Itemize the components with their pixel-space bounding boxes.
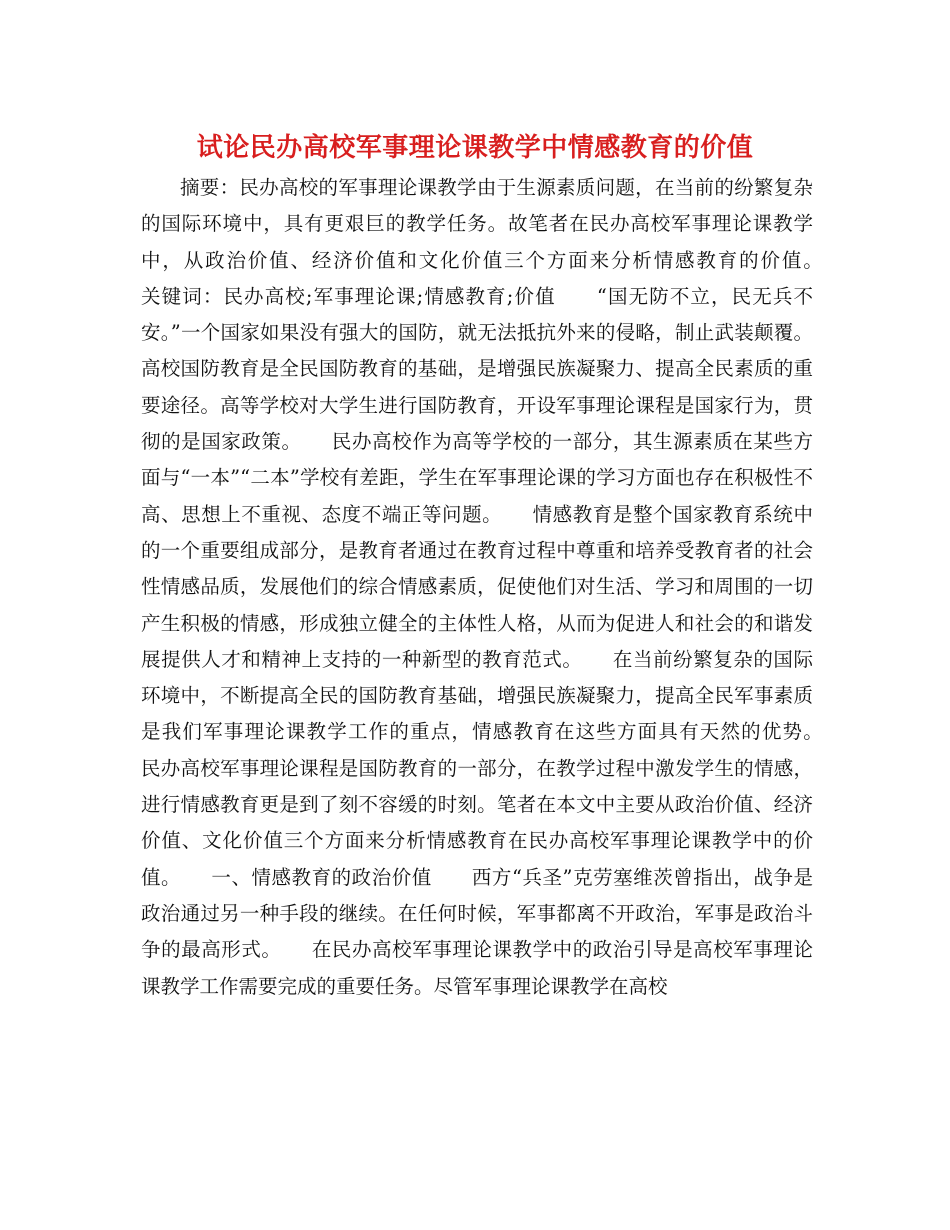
document-title: 试论民办高校军事理论课教学中情感教育的价值	[196, 133, 754, 163]
document-body: 摘要：民办高校的军事理论课教学由于生源素质问题，在当前的纷繁复杂的国际环境中，具有更艰巨的教学任务。故笔者在民办高校军事理论课教学中，从政治价值、经济价值和文化价值三个方面来分析情感教育的价值。 关键词：民办高校;军事理论课;情感教育;价值 “国无防不立，民无兵不安。”一个国家如果没有强大的国防，就无法抵抗外来的侵略，制止武装颠覆。高校国防教育是全民国防教育的基础，是增强民族凝聚力、提高全民素质的重要途径。高等学校对大学生进行国防教育，开设军事理论课程是国家行为，贯彻的是国家政策。 民办高校作为高等学校的一部分，其生源素质在某些方面与“一本”“二本”学校有差距，学生在军事理论课的学习方面也存在积极性不高、思想上不重视、态度不端正等问题。 情感教育是整个国家教育系统中的一个重要组成部分，是教育者通过在教育过程中尊重和培养受教育者的社会性情感品质，发展他们的综合情感素质，促使他们对生活、学习和周围的一切产生积极的情感，形成独立健全的主体性人格，从而为促进人和社会的和谐发展提供人才和精神上支持的一种新型的教育范式。 在当前纷繁复杂的国际环境中，不断提高全民的国防教育基础，增强民族凝聚力，提高全民军事素质是我们军事理论课教学工作的重点，情感教育在这些方面具有天然的优势。 民办高校军事理论课程是国防教育的一部分，在教学过程中激发学生的情感，进行情感教育更是到了刻不容缓的时刻。笔者在本文中主要从政治价值、经济价值、文化价值三个方面来分析情感教育在民办高校军事理论课教学中的价值。 一、情感教育的政治价值 西方“兵圣”克劳塞维茨曾指出，战争是政治通过另一种手段的继续。在任何时候，军事都离不开政治，军事是政治斗争的最高形式。 在民办高校军事理论课教学中的政治引导是高校军事理论课教学工作需要完成的重要任务。尽管军事理论课教学在高校	[141, 176, 853, 998]
